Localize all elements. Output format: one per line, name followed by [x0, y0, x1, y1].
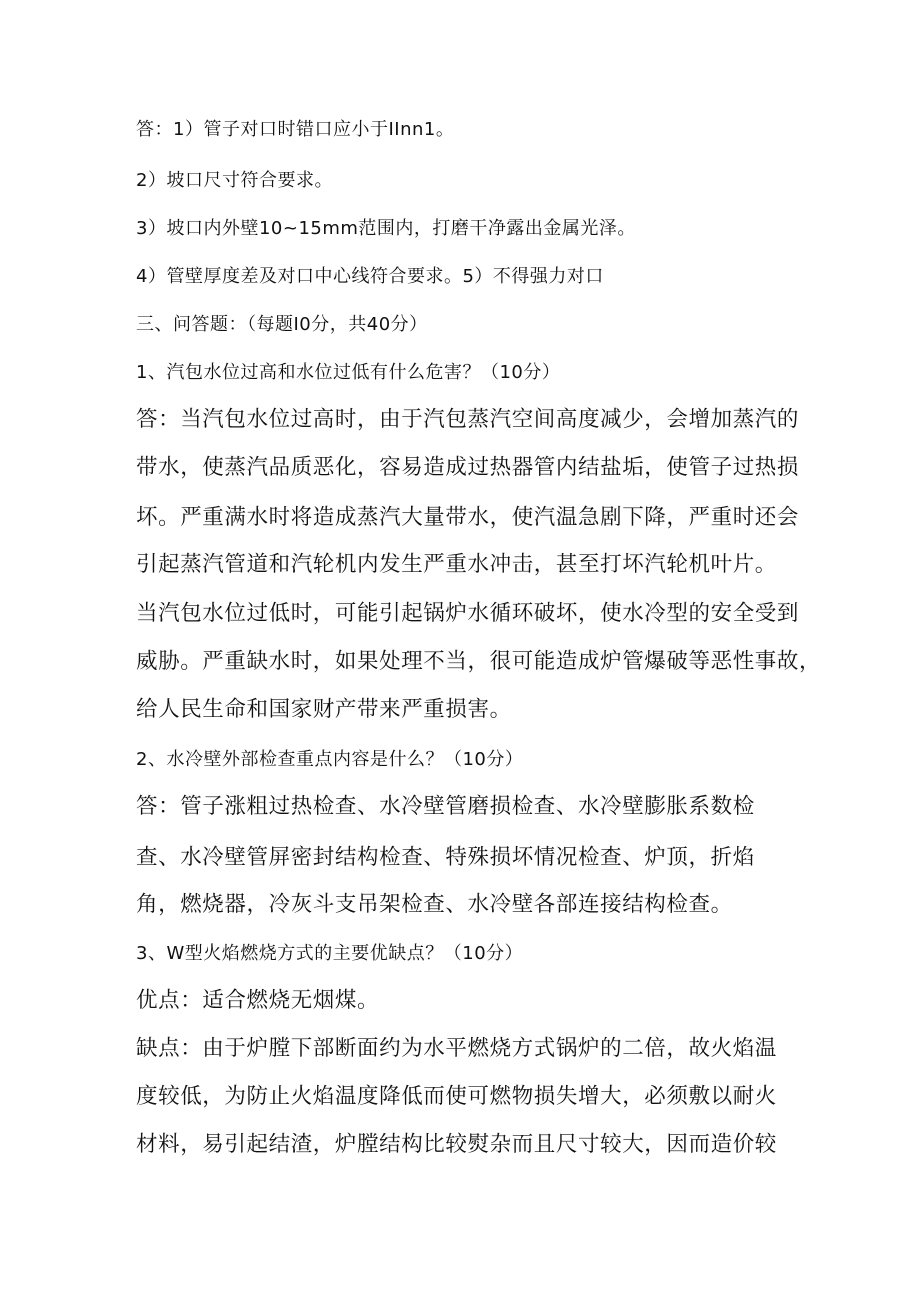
- paragraph-line: 度较低，为防止火焰温度降低而使可燃物损失增大，必须敷以耐火: [136, 1084, 777, 1109]
- answer-line-3: 3）坡口内外壁10~15mm范围内，打磨干净露出金属光泽。: [136, 218, 636, 239]
- paragraph-line: 查、水冷壁管屏密封结构检查、特殊损坏情况检查、炉顶，折焰: [136, 845, 755, 870]
- paragraph-line: 角，燃烧器，冷灰斗支吊架检查、水冷壁各部连接结构检查。: [136, 892, 733, 917]
- paragraph-line: 引起蒸汽管道和汽轮机内发生严重水冲击，甚至打坏汽轮机叶片。: [136, 552, 777, 577]
- paragraph-line: 威胁。严重缺水时，如果处理不当，很可能造成炉管爆破等恶性事故，: [136, 649, 822, 674]
- paragraph-line: 缺点：由于炉膛下部断面约为水平燃烧方式锅炉的二倍，故火焰温: [136, 1036, 777, 1061]
- paragraph-line: 答：当汽包水位过高时，由于汽包蒸汽空间高度减少，会增加蒸汽的: [136, 407, 800, 432]
- question-3: 3、W型火焰燃烧方式的主要优缺点？（10分）: [136, 943, 524, 964]
- paragraph-line: 当汽包水位过低时，可能引起锅炉水循环破坏，使水冷型的安全受到: [136, 601, 800, 626]
- paragraph-line: 带水，使蒸汽品质恶化，容易造成过热器管内结盐垢，使管子过热损: [136, 455, 800, 480]
- question-1: 1、汽包水位过高和水位过低有什么危害？（10分）: [136, 362, 561, 383]
- answer-line-4: 4）管壁厚度差及对口中心线符合要求。5）不得强力对口: [136, 266, 604, 287]
- paragraph-line: 答：管子涨粗过热检查、水冷壁管磨损检查、水冷壁膨胀系数检: [136, 794, 755, 819]
- paragraph-line: 给人民生命和国家财产带来严重损害。: [136, 697, 512, 722]
- answer-line-1: 答：1）管子对口时错口应小于IInn1。: [136, 119, 455, 140]
- paragraph-line: 优点：适合燃烧无烟煤。: [136, 988, 380, 1013]
- section-heading: 三、问答题：（每题I0分，共40分）: [136, 314, 428, 335]
- paragraph-line: 材料，易引起结渣，炉膛结构比较熨杂而且尺寸较大，因而造价较: [136, 1132, 777, 1157]
- answer-line-2: 2）坡口尺寸符合要求。: [136, 170, 333, 191]
- paragraph-line: 坏。严重满水时将造成蒸汽大量带水，使汽温急剧下降，严重时还会: [136, 505, 800, 530]
- question-2: 2、水冷壁外部检查重点内容是什么？（10分）: [136, 749, 524, 770]
